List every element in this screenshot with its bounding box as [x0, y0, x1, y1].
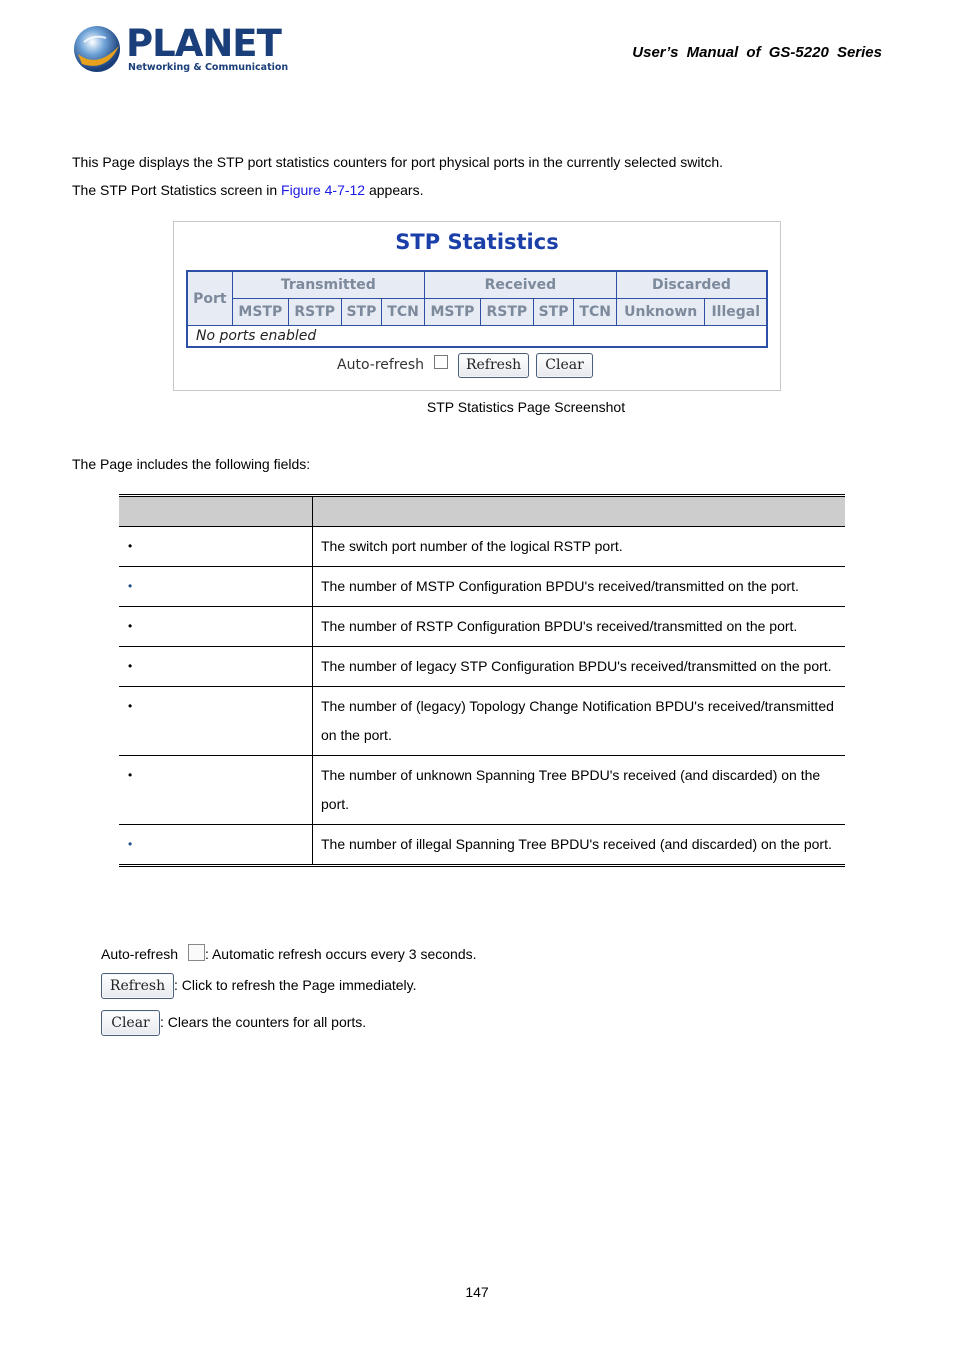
col-rx-mstp: MSTP	[424, 299, 480, 326]
auto-refresh-checkbox[interactable]	[434, 355, 448, 369]
clear-desc-text: : Clears the counters for all ports.	[160, 1014, 367, 1030]
field-description: The number of legacy STP Configuration BPDU's received/transmitted on the port.	[313, 647, 846, 687]
clear-desc	[101, 1010, 366, 1036]
bullet-icon: •	[128, 699, 133, 713]
fields-table	[119, 494, 845, 867]
figure-link[interactable]: Figure 4-7-12	[281, 182, 366, 198]
col-received: Received	[424, 271, 616, 299]
auto-refresh-desc-label: Auto-refresh	[101, 946, 179, 962]
col-tx-rstp: RSTP	[288, 299, 341, 326]
field-description: The number of RSTP Configuration BPDU's received/transmitted on the port.	[313, 607, 846, 647]
stp-title: STP Statistics	[395, 230, 559, 254]
table-row	[119, 825, 845, 866]
col-unknown: Unknown	[616, 299, 705, 326]
planet-logo	[72, 22, 289, 76]
stp-controls	[337, 352, 600, 378]
auto-refresh-checkbox-sample	[188, 944, 205, 961]
auto-refresh-desc	[101, 944, 477, 962]
intro-line-2-suffix: appears.	[365, 182, 424, 198]
intro-line-2-prefix: The STP Port Statistics screen in	[72, 182, 282, 198]
brand-name: PLANET	[126, 22, 281, 65]
manual-title: User’s Manual of GS-5220 Series	[632, 44, 882, 61]
refresh-button[interactable]: Refresh	[458, 353, 529, 378]
col-tx-stp: STP	[341, 299, 382, 326]
fields-header-description	[313, 496, 846, 527]
intro-line-1: This Page displays the STP port statistics counters for port physical ports in the currently selected switch.	[72, 154, 724, 170]
auto-refresh-label: Auto-refresh	[337, 357, 425, 373]
bullet-icon: •	[128, 768, 133, 782]
field-description: The number of (legacy) Topology Change Notification BPDU's received/transmitted on the port.	[313, 687, 846, 756]
col-rx-tcn: TCN	[574, 299, 617, 326]
col-tx-mstp: MSTP	[232, 299, 288, 326]
table-row	[119, 756, 845, 825]
col-discarded: Discarded	[616, 271, 767, 299]
col-illegal: Illegal	[705, 299, 767, 326]
stp-statistics-screenshot	[173, 221, 781, 391]
field-description: The switch port number of the logical RSTP port.	[313, 527, 846, 567]
table-row	[119, 527, 845, 567]
empty-row: No ports enabled	[196, 328, 317, 344]
col-transmitted: Transmitted	[232, 271, 424, 299]
fields-intro: The Page includes the following fields:	[72, 456, 311, 472]
col-port: Port	[187, 271, 232, 326]
brand-tagline: Networking & Communication	[128, 62, 289, 73]
col-rx-rstp: RSTP	[480, 299, 533, 326]
field-description: The number of illegal Spanning Tree BPDU's received (and discarded) on the port.	[313, 825, 846, 866]
stp-statistics-table	[186, 270, 768, 348]
bullet-icon: •	[128, 579, 133, 593]
figure-caption: STP Statistics Page Screenshot	[426, 399, 626, 415]
clear-button-sample: Clear	[101, 1010, 160, 1036]
bullet-icon: •	[128, 619, 133, 633]
clear-button[interactable]: Clear	[536, 353, 593, 378]
auto-refresh-desc-text: : Automatic refresh occurs every 3 seconds.	[204, 946, 477, 962]
refresh-button-sample: Refresh	[101, 973, 174, 999]
bullet-icon: •	[128, 659, 133, 673]
bullet-icon: •	[128, 539, 133, 553]
refresh-desc	[101, 973, 417, 999]
fields-header-object	[119, 496, 313, 527]
table-row	[119, 647, 845, 687]
col-rx-stp: STP	[533, 299, 574, 326]
refresh-desc-text: : Click to refresh the Page immediately.	[174, 977, 417, 993]
table-row	[119, 687, 845, 756]
field-description: The number of unknown Spanning Tree BPDU's received (and discarded) on the port.	[313, 756, 846, 825]
bullet-icon: •	[128, 837, 133, 851]
field-description: The number of MSTP Configuration BPDU's received/transmitted on the port.	[313, 567, 846, 607]
col-tx-tcn: TCN	[382, 299, 425, 326]
page-number: 147	[465, 1284, 489, 1300]
table-row	[119, 567, 845, 607]
intro-line-2	[72, 182, 423, 198]
table-row	[119, 607, 845, 647]
